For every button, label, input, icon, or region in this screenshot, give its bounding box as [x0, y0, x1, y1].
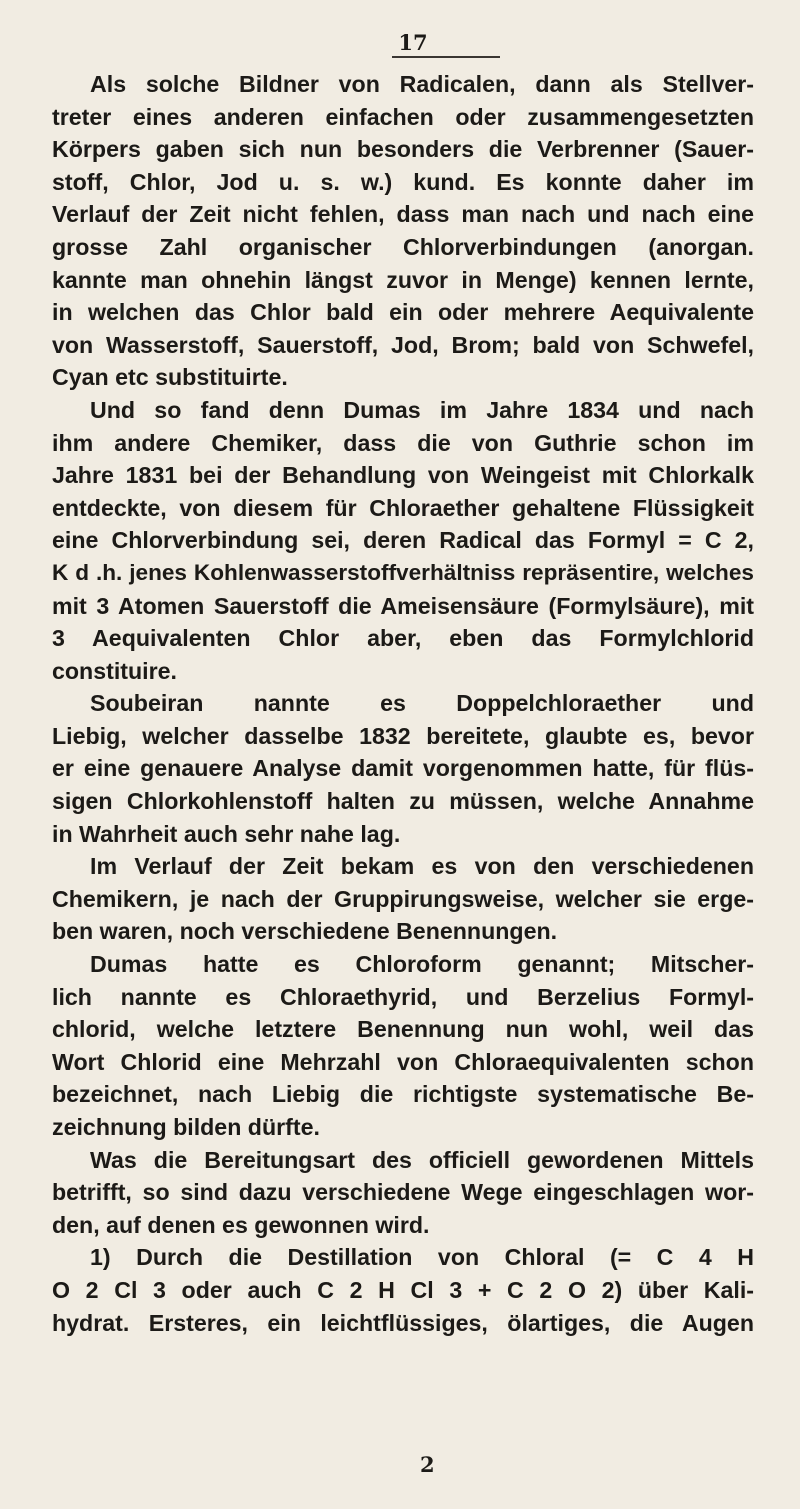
- text-line: 3 Aequivalenten Chlor aber, eben das Formylchlorid: [52, 625, 754, 652]
- text-line: Wort Chlorid eine Mehrzahl von Chloraequivalenten schon: [52, 1048, 754, 1075]
- text-line: den, auf denen es gewonnen wird.: [52, 1211, 430, 1238]
- text-line: K d .h. jenes Kohlenwasserstoffverhältniss repräsentire, welches: [52, 559, 754, 585]
- text-line: in welchen das Chlor bald ein oder mehrere Aequivalente: [52, 299, 754, 326]
- text-line: betrifft, so sind dazu verschiedene Wege eingeschlagen wor-: [52, 1179, 754, 1206]
- text-line: in Wahrheit auch sehr nahe lag.: [52, 820, 401, 847]
- header-rule: [392, 56, 500, 58]
- text-line: ben waren, noch verschiedene Benennungen.: [52, 918, 558, 945]
- text-line: Verlauf der Zeit nicht fehlen, dass man nach und nach eine: [52, 201, 754, 228]
- body-text: [52, 68, 754, 1339]
- text-line: von Wasserstoff, Sauerstoff, Jod, Brom; bald von Schwefel,: [52, 331, 754, 358]
- text-line: er eine genauere Analyse damit vorgenommen hatte, für flüs-: [52, 755, 754, 782]
- text-line: Und so fand denn Dumas im Jahre 1834 und nach: [90, 396, 754, 423]
- text-line: Jahre 1831 bei der Behandlung von Weingeist mit Chlorkalk: [52, 462, 754, 489]
- text-line: 1) Durch die Destillation von Chloral (= C 4 H: [90, 1244, 754, 1271]
- text-line: Soubeiran nannte es Doppelchloraether und: [90, 690, 754, 717]
- text-line: eine Chlorverbindung sei, deren Radical das Formyl = C 2,: [52, 527, 754, 554]
- text-line: Dumas hatte es Chloroform genannt; Mitscher-: [90, 951, 754, 978]
- text-line: bezeichnet, nach Liebig die richtigste systematische Be-: [52, 1081, 754, 1108]
- text-line: zeichnung bilden dürfte.: [52, 1114, 320, 1140]
- text-line: Als solche Bildner von Radicalen, dann als Stellver-: [90, 71, 754, 97]
- text-line: Cyan etc substituirte.: [52, 364, 288, 391]
- text-line: lich nannte es Chloraethyrid, und Berzelius Formyl-: [52, 983, 754, 1010]
- text-line: chlorid, welche letztere Benennung nun wohl, weil das: [52, 1016, 754, 1043]
- text-line: Im Verlauf der Zeit bekam es von den verschiedenen: [90, 853, 754, 880]
- text-line: kannte man ohnehin längst zuvor in Menge) kennen lernte,: [52, 266, 754, 293]
- text-line: constituire.: [52, 657, 177, 684]
- text-line: Chemikern, je nach der Gruppirungsweise, welcher sie erge-: [52, 885, 754, 912]
- text-line: sigen Chlorkohlenstoff halten zu müssen, welche Annahme: [52, 788, 754, 815]
- text-line: stoff, Chlor, Jod u. s. w.) kund. Es konnte daher im: [52, 168, 754, 195]
- text-line: Körpers gaben sich nun besonders die Verbrenner (Sauer-: [52, 136, 754, 163]
- text-line: entdeckte, von diesem für Chloraether gehaltene Flüssigkeit: [52, 494, 754, 521]
- text-line: ihm andere Chemiker, dass die von Guthrie schon im: [52, 429, 754, 456]
- text-line: mit 3 Atomen Sauerstoff die Ameisensäure (Formylsäure), mit: [52, 592, 754, 619]
- signature-mark: 2: [420, 1452, 435, 1477]
- text-line: grosse Zahl organischer Chlorverbindungen (anorgan.: [52, 233, 754, 260]
- text-line: Was die Bereitungsart des officiell gewordenen Mittels: [90, 1146, 754, 1173]
- text-line: Liebig, welcher dasselbe 1832 bereitete, glaubte es, bevor: [52, 722, 754, 749]
- text-line: O 2 Cl 3 oder auch C 2 H Cl 3 + C 2 O 2) über Kali-: [52, 1276, 754, 1303]
- text-line: hydrat. Ersteres, ein leichtflüssiges, ölartiges, die Augen: [52, 1309, 754, 1336]
- text-line: treter eines anderen einfachen oder zusammengesetzten: [52, 103, 754, 130]
- page-number: 17: [398, 30, 428, 55]
